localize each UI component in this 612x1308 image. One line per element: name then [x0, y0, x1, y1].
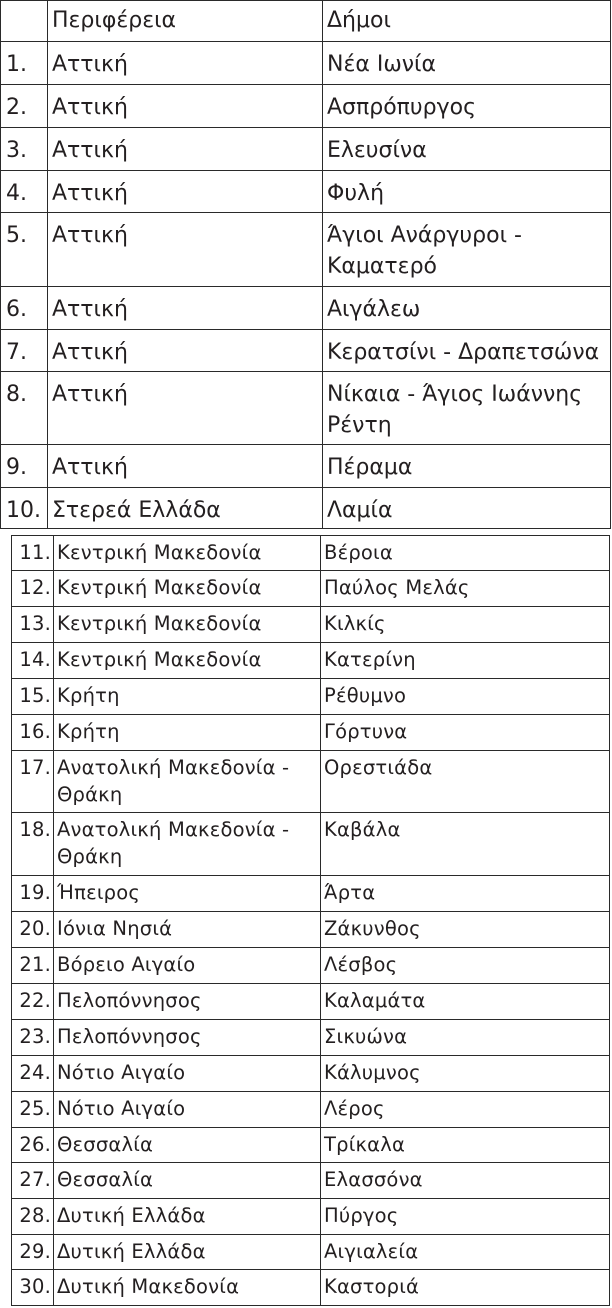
table-row: [12, 679, 610, 715]
region-cell: Ανατολική Μακεδονία - Θράκη: [54, 751, 321, 813]
row-number: 24.: [12, 1056, 54, 1092]
table-row: [12, 1235, 610, 1270]
region-cell: Ιόνια Νησιά: [54, 912, 321, 948]
table-row: [1, 330, 611, 372]
table-row: [12, 1020, 610, 1056]
region-cell: Κεντρική Μακεδονία: [54, 536, 321, 571]
municipality-header: Δήμοι: [323, 1, 611, 42]
table-row: [12, 571, 610, 607]
region-cell: Βόρειο Αιγαίο: [54, 948, 321, 984]
municipality-cell: Ρέθυμνο: [321, 679, 610, 715]
row-number: 9.: [1, 445, 48, 488]
municipality-cell: Καλαμάτα: [321, 984, 610, 1020]
row-number: 1.: [1, 42, 48, 85]
table-row: [12, 876, 610, 912]
table-row: [12, 1092, 610, 1128]
row-number: 16.: [12, 715, 54, 751]
region-header: Περιφέρεια: [48, 1, 323, 42]
region-cell: Ανατολική Μακεδονία - Θράκη: [54, 813, 321, 876]
municipality-cell: Τρίκαλα: [321, 1128, 610, 1163]
row-number: 20.: [12, 912, 54, 948]
table-row: [12, 715, 610, 751]
region-cell: Αττική: [48, 171, 323, 213]
municipality-cell: Λαμία: [323, 488, 611, 529]
table-row: [1, 488, 611, 529]
municipality-cell: Κιλκίς: [321, 607, 610, 643]
table-row: [1, 372, 611, 445]
municipality-cell: Σικυώνα: [321, 1020, 610, 1056]
table-row: [12, 643, 610, 679]
row-number: 28.: [12, 1199, 54, 1235]
region-cell: Αττική: [48, 372, 323, 445]
region-cell: Στερεά Ελλάδα: [48, 488, 323, 529]
table-row: [1, 287, 611, 330]
region-cell: Νότιο Αιγαίο: [54, 1092, 321, 1128]
region-cell: Δυτική Ελλάδα: [54, 1235, 321, 1270]
region-cell: Θεσσαλία: [54, 1163, 321, 1199]
region-cell: Πελοπόννησος: [54, 1020, 321, 1056]
municipality-cell: Κάλυμνος: [321, 1056, 610, 1092]
region-cell: Αττική: [48, 85, 323, 128]
row-number: 19.: [12, 876, 54, 912]
region-cell: Κεντρική Μακεδονία: [54, 571, 321, 607]
table-row: [12, 984, 610, 1020]
region-cell: Θεσσαλία: [54, 1128, 321, 1163]
row-number: 6.: [1, 287, 48, 330]
row-number: 13.: [12, 607, 54, 643]
row-number: 22.: [12, 984, 54, 1020]
table-row: [12, 1199, 610, 1235]
municipality-cell: Κερατσίνι - Δραπετσώνα: [323, 330, 611, 372]
municipality-cell: Ελευσίνα: [323, 128, 611, 171]
municipality-cell: Άρτα: [321, 876, 610, 912]
municipality-cell: Γόρτυνα: [321, 715, 610, 751]
region-cell: Κρήτη: [54, 679, 321, 715]
table-row: [1, 213, 611, 287]
table-row: [12, 948, 610, 984]
region-cell: Αττική: [48, 287, 323, 330]
municipality-cell: Βέροια: [321, 536, 610, 571]
row-number: 3.: [1, 128, 48, 171]
municipality-cell: Πύργος: [321, 1199, 610, 1235]
row-number: 17.: [12, 751, 54, 813]
row-number: 10.: [1, 488, 48, 529]
table-row: [1, 171, 611, 213]
table-row: [12, 1128, 610, 1163]
table-row: [12, 1056, 610, 1092]
municipality-cell: Λέσβος: [321, 948, 610, 984]
table-row: [12, 536, 610, 571]
table-row: [12, 1270, 610, 1306]
municipality-cell: Νέα Ιωνία: [323, 42, 611, 85]
region-cell: Νότιο Αιγαίο: [54, 1056, 321, 1092]
row-number: 25.: [12, 1092, 54, 1128]
municipality-cell: Άγιοι Ανάργυροι - Καματερό: [323, 213, 611, 287]
region-cell: Αττική: [48, 445, 323, 488]
table-row: [12, 1163, 610, 1199]
region-cell: Αττική: [48, 128, 323, 171]
table-row: [1, 85, 611, 128]
municipalities-table-part-1: [0, 0, 611, 529]
table-row: [12, 607, 610, 643]
row-number: 30.: [12, 1270, 54, 1306]
municipality-cell: Νίκαια - Άγιος Ιωάννης Ρέντη: [323, 372, 611, 445]
row-number: 29.: [12, 1235, 54, 1270]
region-cell: Ήπειρος: [54, 876, 321, 912]
row-number: 8.: [1, 372, 48, 445]
table-row: [1, 128, 611, 171]
row-number: 15.: [12, 679, 54, 715]
municipality-cell: Καστοριά: [321, 1270, 610, 1306]
region-cell: Δυτική Ελλάδα: [54, 1199, 321, 1235]
region-cell: Αττική: [48, 213, 323, 287]
table-row: [12, 912, 610, 948]
row-number: 4.: [1, 171, 48, 213]
row-number: 21.: [12, 948, 54, 984]
region-cell: Πελοπόννησος: [54, 984, 321, 1020]
region-cell: Δυτική Μακεδονία: [54, 1270, 321, 1306]
municipality-cell: Καβάλα: [321, 813, 610, 876]
municipality-cell: Ασπρόπυργος: [323, 85, 611, 128]
table-row: [12, 751, 610, 813]
municipality-cell: Ελασσόνα: [321, 1163, 610, 1199]
municipality-cell: Φυλή: [323, 171, 611, 213]
table-row: [1, 445, 611, 488]
row-number: 23.: [12, 1020, 54, 1056]
row-number: 18.: [12, 813, 54, 876]
municipality-cell: Ορεστιάδα: [321, 751, 610, 813]
municipality-cell: Παύλος Μελάς: [321, 571, 610, 607]
municipality-cell: Αιγάλεω: [323, 287, 611, 330]
municipality-cell: Ζάκυνθος: [321, 912, 610, 948]
table-row: [12, 813, 610, 876]
region-cell: Αττική: [48, 42, 323, 85]
table-header-row: [1, 1, 611, 42]
number-header-cell: [1, 1, 48, 42]
municipality-cell: Αιγιαλεία: [321, 1235, 610, 1270]
municipality-cell: Κατερίνη: [321, 643, 610, 679]
row-number: 14.: [12, 643, 54, 679]
region-cell: Αττική: [48, 330, 323, 372]
row-number: 12.: [12, 571, 54, 607]
municipalities-table-part-2: [11, 535, 610, 1306]
row-number: 7.: [1, 330, 48, 372]
table-row: [1, 42, 611, 85]
region-cell: Κεντρική Μακεδονία: [54, 643, 321, 679]
municipality-cell: Λέρος: [321, 1092, 610, 1128]
row-number: 2.: [1, 85, 48, 128]
row-number: 26.: [12, 1128, 54, 1163]
region-cell: Κεντρική Μακεδονία: [54, 607, 321, 643]
row-number: 27.: [12, 1163, 54, 1199]
row-number: 5.: [1, 213, 48, 287]
region-cell: Κρήτη: [54, 715, 321, 751]
row-number: 11.: [12, 536, 54, 571]
municipality-cell: Πέραμα: [323, 445, 611, 488]
